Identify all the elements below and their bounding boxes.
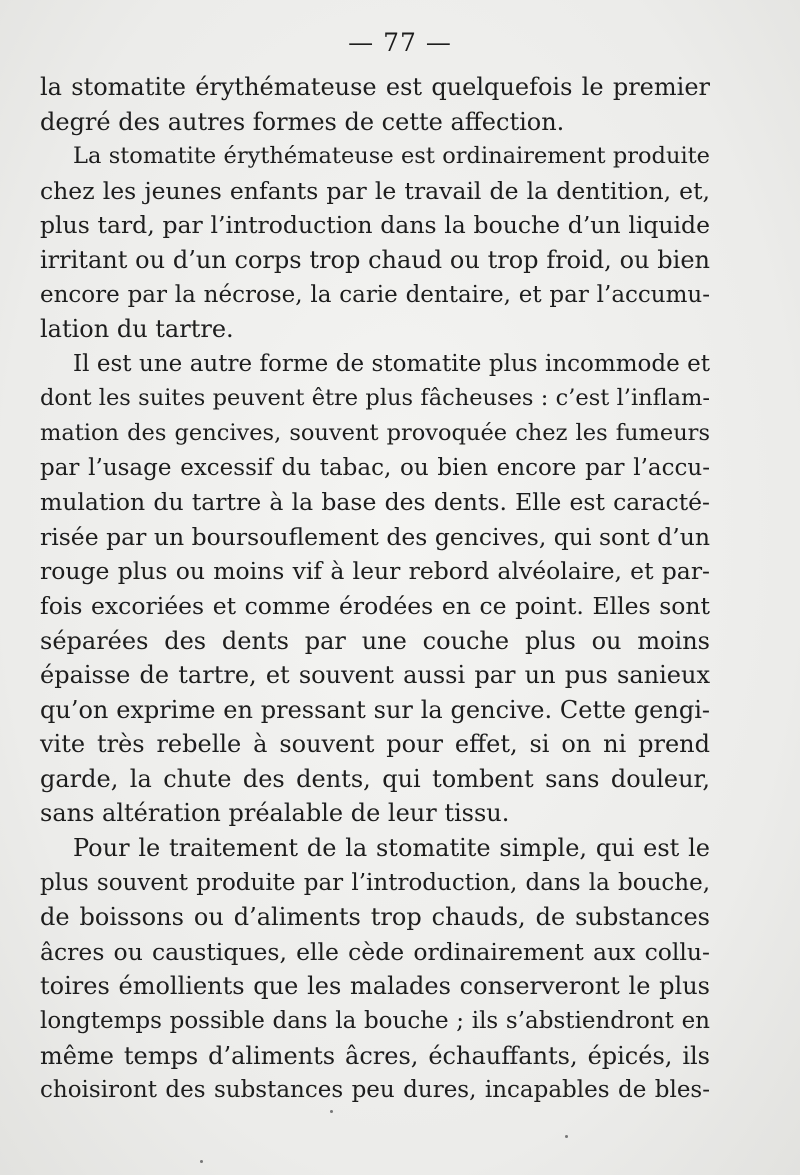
paper-speck: [330, 1110, 333, 1113]
text-line: plus souvent produite par l’introduction, dans la bouche,: [40, 869, 710, 896]
text-line: par l’usage excessif du tabac, ou bien encore par l’accu-: [40, 454, 710, 481]
text-line: risée par un boursouflement des gencives, qui sont d’un: [40, 522, 710, 551]
text-line: même temps d’aliments âcres, échauffants, épicés, ils: [40, 1041, 710, 1070]
paper-speck: [565, 1135, 568, 1138]
text-line: fois excoriées et comme érodées en ce point. Elles sont: [40, 591, 710, 620]
text-line: âcres ou caustiques, elle cède ordinairement aux collu-: [40, 937, 710, 966]
text-line: vite très rebelle à souvent pour effet, si on ni prend: [40, 730, 710, 759]
text-line: Pour le traitement de la stomatite simple, qui est le: [73, 834, 710, 863]
text-line: encore par la nécrose, la carie dentaire, et par l’accumu-: [40, 281, 710, 308]
text-line: degré des autres formes de cette affection.: [40, 107, 565, 136]
text-line: longtemps possible dans la bouche ; ils s’abstiendront en: [40, 1008, 710, 1035]
text-line: de boissons ou d’aliments trop chauds, de substances: [40, 903, 710, 932]
body-text: [40, 70, 710, 1108]
text-line: mulation du tartre à la base des dents. Elle est caracté-: [40, 488, 710, 517]
text-line: toires émollients que les malades conserveront le plus: [40, 972, 710, 1001]
text-line: plus tard, par l’introduction dans la bouche d’un liquide: [40, 211, 710, 240]
text-line: lation du tartre.: [40, 315, 234, 344]
text-line: sans altération préalable de leur tissu.: [40, 799, 510, 828]
text-line: rouge plus ou moins vif à leur rebord alvéolaire, et par-: [40, 557, 710, 586]
text-line: irritant ou d’un corps trop chaud ou trop froid, ou bien: [40, 245, 710, 274]
text-line: épaisse de tartre, et souvent aussi par un pus sanieux: [40, 661, 710, 690]
text-line: qu’on exprime en pressant sur la gencive. Cette gengi-: [40, 695, 710, 724]
text-line: Il est une autre forme de stomatite plus incommode et: [73, 350, 710, 377]
text-line: mation des gencives, souvent provoquée chez les fumeurs: [40, 419, 710, 446]
text-line: chez les jeunes enfants par le travail de la dentition, et,: [40, 176, 710, 205]
text-line: la stomatite érythémateuse est quelquefois le premier: [40, 73, 710, 101]
text-line: choisiront des substances peu dures, incapables de bles-: [40, 1077, 710, 1104]
text-line: dont les suites peuvent être plus fâcheuses : c’est l’inflam-: [40, 385, 710, 412]
text-line: La stomatite érythémateuse est ordinairement produite: [73, 143, 710, 170]
page-number: — 77 —: [348, 28, 452, 57]
paper-speck: [200, 1160, 203, 1163]
text-line: garde, la chute des dents, qui tombent sans douleur,: [40, 764, 710, 793]
text-line: séparées des dents par une couche plus ou moins: [40, 626, 710, 655]
